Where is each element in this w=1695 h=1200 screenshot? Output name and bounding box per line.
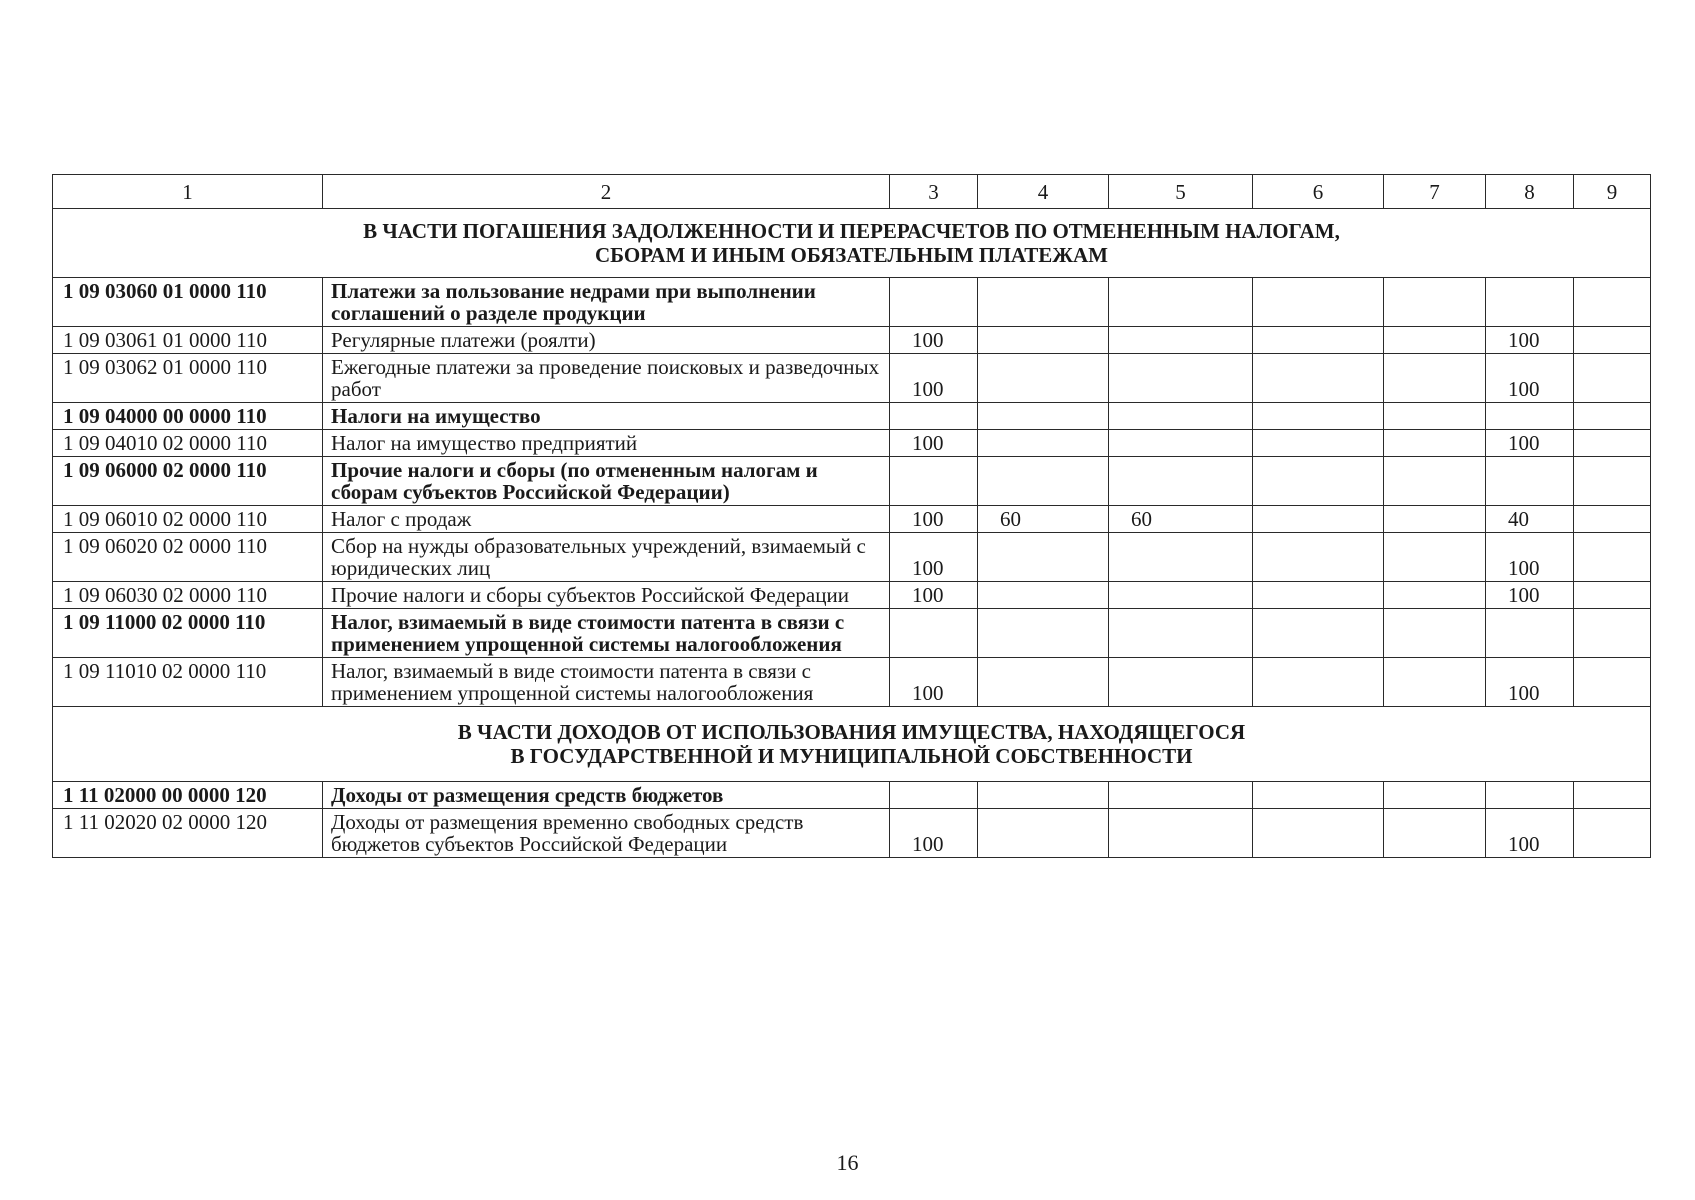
percent-value-cell: 100 [1486,658,1574,707]
table-row [53,658,1651,707]
percent-value-cell [1486,457,1574,506]
budget-code-cell: 1 09 11000 02 0000 110 [53,609,323,658]
percent-value-cell [1384,809,1486,858]
percent-value-cell [1109,354,1253,403]
column-number: 4 [978,175,1109,209]
revenue-name-cell: Доходы от размещения средств бюджетов [323,782,890,809]
percent-value-cell [1253,609,1384,658]
percent-value-cell [1253,430,1384,457]
percent-value-cell: 40 [1486,506,1574,533]
percent-value-cell [1109,582,1253,609]
percent-value-cell: 100 [890,354,978,403]
revenue-name-cell: Налог, взимаемый в виде стоимости патента в связи с применением упрощенной системы налогообложения [323,609,890,658]
percent-value-cell [1384,278,1486,327]
percent-value-cell [978,609,1109,658]
percent-value-cell [978,327,1109,354]
section-title [53,209,1651,278]
percent-value-cell [1574,658,1651,707]
percent-value-cell [890,609,978,658]
percent-value-cell [1574,506,1651,533]
percent-value-cell [978,354,1109,403]
percent-value-cell [1384,506,1486,533]
percent-value-cell [1384,457,1486,506]
column-number: 2 [323,175,890,209]
revenue-name-cell: Ежегодные платежи за проведение поисковых и разведочных работ [323,354,890,403]
percent-value-cell [1486,403,1574,430]
table-row [53,430,1651,457]
percent-value-cell [978,403,1109,430]
budget-code-cell: 1 11 02020 02 0000 120 [53,809,323,858]
percent-value-cell: 100 [1486,327,1574,354]
table-row [53,278,1651,327]
budget-code-cell: 1 09 11010 02 0000 110 [53,658,323,707]
percent-value-cell: 100 [890,430,978,457]
percent-value-cell [1384,533,1486,582]
percent-value-cell [1384,327,1486,354]
column-number: 9 [1574,175,1651,209]
budget-code-cell: 1 09 04010 02 0000 110 [53,430,323,457]
percent-value-cell [1574,457,1651,506]
column-number: 3 [890,175,978,209]
percent-value-cell [978,430,1109,457]
budget-code-cell: 1 09 06000 02 0000 110 [53,457,323,506]
percent-value-cell [1486,278,1574,327]
column-number: 6 [1253,175,1384,209]
revenue-name-cell: Платежи за пользование недрами при выполнении соглашений о разделе продукции [323,278,890,327]
budget-code-cell: 1 09 06020 02 0000 110 [53,533,323,582]
column-number: 1 [53,175,323,209]
percent-value-cell [1253,457,1384,506]
table-row [53,457,1651,506]
table-row [53,533,1651,582]
revenue-name-cell: Налог на имущество предприятий [323,430,890,457]
percent-value-cell: 60 [978,506,1109,533]
percent-value-cell [1384,658,1486,707]
percent-value-cell [1109,457,1253,506]
percent-value-cell: 100 [890,582,978,609]
percent-value-cell [978,457,1109,506]
budget-code-cell: 1 09 03061 01 0000 110 [53,327,323,354]
percent-value-cell: 100 [1486,430,1574,457]
percent-value-cell [1109,809,1253,858]
percent-value-cell [978,658,1109,707]
percent-value-cell [890,782,978,809]
percent-value-cell [1253,582,1384,609]
revenue-name-cell: Прочие налоги и сборы (по отмененным налогам и сборам субъектов Российской Федерации) [323,457,890,506]
percent-value-cell [1384,430,1486,457]
percent-value-cell [1253,327,1384,354]
percent-value-cell: 100 [890,658,978,707]
percent-value-cell [1384,609,1486,658]
section-header-row [53,707,1651,782]
percent-value-cell [1574,533,1651,582]
revenue-name-cell: Сбор на нужды образовательных учреждений, взимаемый с юридических лиц [323,533,890,582]
column-number: 8 [1486,175,1574,209]
percent-value-cell [1253,403,1384,430]
section-title [53,707,1651,782]
budget-code-cell: 1 09 06010 02 0000 110 [53,506,323,533]
percent-value-cell [1253,278,1384,327]
percent-value-cell [1574,354,1651,403]
percent-value-cell [1574,403,1651,430]
percent-value-cell [1109,403,1253,430]
percent-value-cell: 100 [1486,354,1574,403]
budget-code-cell: 1 09 03060 01 0000 110 [53,278,323,327]
percent-value-cell: 100 [1486,533,1574,582]
percent-value-cell [1574,782,1651,809]
percent-value-cell [978,809,1109,858]
percent-value-cell [1384,582,1486,609]
budget-code-cell: 1 09 06030 02 0000 110 [53,582,323,609]
percent-value-cell: 100 [890,809,978,858]
section-title-line: В ЧАСТИ ПОГАШЕНИЯ ЗАДОЛЖЕННОСТИ И ПЕРЕРАСЧЕТОВ ПО ОТМЕНЕННЫМ НАЛОГАМ, [363,219,1340,243]
revenue-name-cell: Доходы от размещения временно свободных средств бюджетов субъектов Российской Федерации [323,809,890,858]
percent-value-cell [1486,782,1574,809]
percent-value-cell [890,457,978,506]
table-row [53,782,1651,809]
percent-value-cell [1109,430,1253,457]
percent-value-cell [1384,403,1486,430]
percent-value-cell: 100 [1486,582,1574,609]
column-numbers-row [53,175,1651,209]
revenue-name-cell: Налоги на имущество [323,403,890,430]
table-row [53,327,1651,354]
percent-value-cell [978,533,1109,582]
percent-value-cell [1574,278,1651,327]
revenue-name-cell: Налог, взимаемый в виде стоимости патента в связи с применением упрощенной системы налогообложения [323,658,890,707]
percent-value-cell [890,403,978,430]
percent-value-cell [1574,327,1651,354]
section-title-line: В ЧАСТИ ДОХОДОВ ОТ ИСПОЛЬЗОВАНИЯ ИМУЩЕСТВА, НАХОДЯЩЕГОСЯ [457,720,1246,744]
percent-value-cell [890,278,978,327]
percent-value-cell [1109,609,1253,658]
budget-code-cell: 1 11 02000 00 0000 120 [53,782,323,809]
budget-code-cell: 1 09 03062 01 0000 110 [53,354,323,403]
percent-value-cell [1384,782,1486,809]
percent-value-cell [1384,354,1486,403]
percent-value-cell [1109,782,1253,809]
percent-value-cell [1253,506,1384,533]
percent-value-cell [1109,327,1253,354]
percent-value-cell [1109,278,1253,327]
revenue-name-cell: Регулярные платежи (роялти) [323,327,890,354]
percent-value-cell: 100 [890,327,978,354]
percent-value-cell [1253,809,1384,858]
table-row [53,809,1651,858]
revenue-name-cell: Прочие налоги и сборы субъектов Российской Федерации [323,582,890,609]
percent-value-cell [1253,354,1384,403]
table-body [53,175,1651,858]
budget-code-cell: 1 09 04000 00 0000 110 [53,403,323,430]
percent-value-cell [1574,609,1651,658]
table-row [53,354,1651,403]
percent-value-cell [1574,430,1651,457]
percent-value-cell: 100 [890,533,978,582]
percent-value-cell [1109,533,1253,582]
percent-value-cell [1109,658,1253,707]
percent-value-cell [1486,609,1574,658]
percent-value-cell [1253,533,1384,582]
percent-value-cell: 100 [890,506,978,533]
table-row [53,582,1651,609]
table-row [53,609,1651,658]
percent-value-cell [978,782,1109,809]
percent-value-cell [1574,809,1651,858]
table-row [53,506,1651,533]
percent-value-cell: 60 [1109,506,1253,533]
section-title-line: СБОРАМ И ИНЫМ ОБЯЗАТЕЛЬНЫМ ПЛАТЕЖАМ [594,243,1108,267]
section-title-line: В ГОСУДАРСТВЕННОЙ И МУНИЦИПАЛЬНОЙ СОБСТВЕННОСТИ [510,744,1193,768]
column-number: 7 [1384,175,1486,209]
section-header-row [53,209,1651,278]
column-number: 5 [1109,175,1253,209]
percent-value-cell [1253,782,1384,809]
percent-value-cell [978,278,1109,327]
page-number: 16 [836,1150,859,1175]
percent-value-cell [978,582,1109,609]
percent-value-cell: 100 [1486,809,1574,858]
revenue-distribution-table [52,174,1651,858]
percent-value-cell [1253,658,1384,707]
revenue-name-cell: Налог с продаж [323,506,890,533]
percent-value-cell [1574,582,1651,609]
table-row [53,403,1651,430]
